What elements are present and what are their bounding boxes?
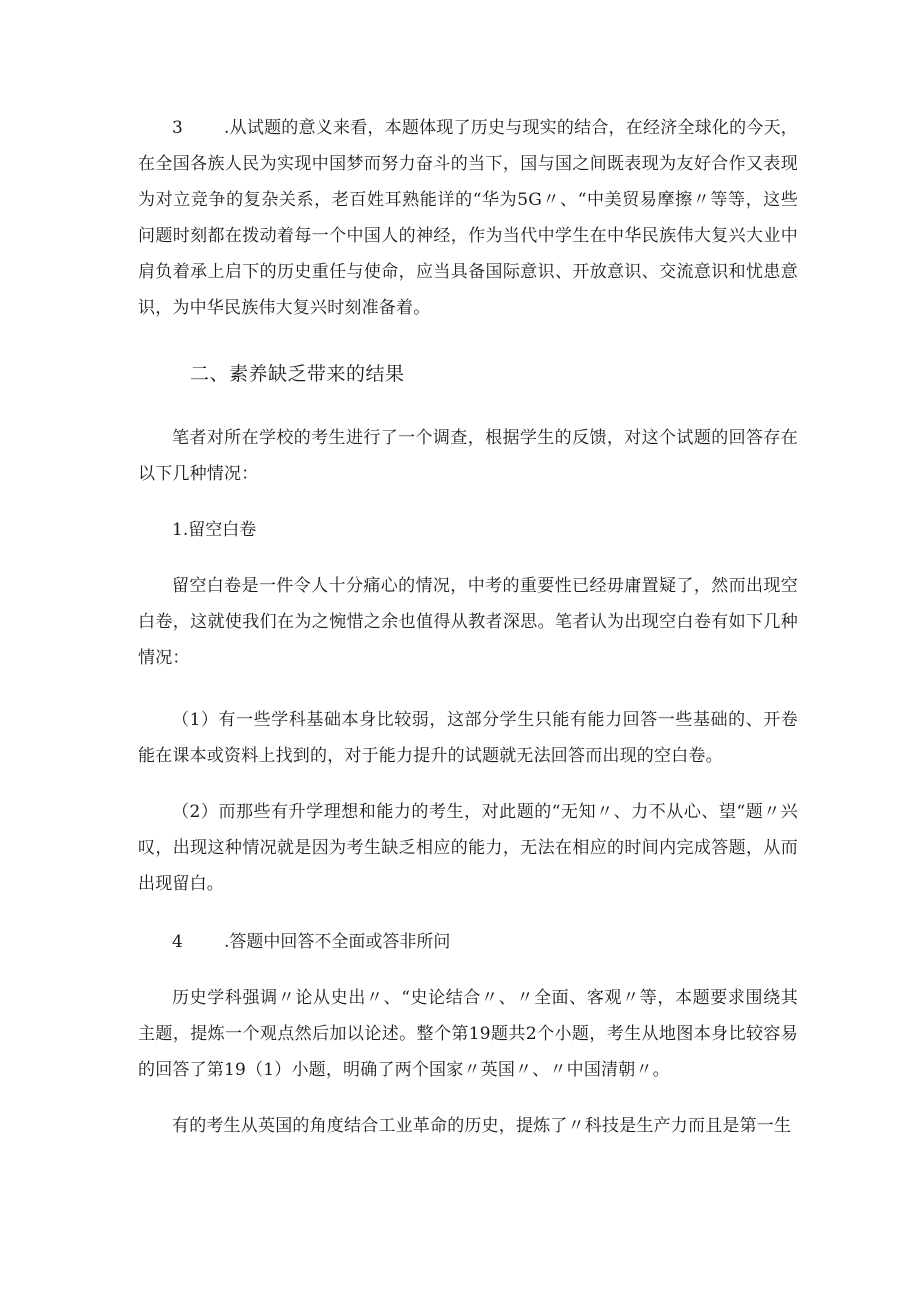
paragraph-case-1: （1）有一些学科基础本身比较弱，这部分学生只能有能力回答一些基础的、开卷能在课本或资料上找到的，对于能力提升的试题就无法回答而出现的空白卷。 [138,710,798,766]
subheading-incomplete-answer [172,924,450,960]
subheading-text: .答题中回答不全面或答非所问 [224,932,451,952]
paragraph-history-emphasis: 历史学科强调〃论从史出〃、“史论结合〃、〃全面、客观〃等，本题要求围绕其主题，提炼一个观点然后加以论述。整个第19题共2个小题，考生从地图本身比较容易的回答了第19（1）小题，明确了两个国家〃英国〃、〃中国清朝〃。 [138,988,798,1080]
paragraph-case-2: （2）而那些有升学理想和能力的考生，对此题的“无知〃、力不从心、望“题〃兴叹，出现这种情况就是因为考生缺乏相应的能力，无法在相应的时间内完成答题，从而出现留白。 [138,802,798,894]
paragraph-significance [138,110,798,326]
section-heading: 二、素养缺乏带来的结果 [190,363,405,385]
paragraph-survey: 笔者对所在学校的考生进行了一个调查，根据学生的反馈，对这个试题的回答存在以下几种情况： [138,428,798,484]
paragraph-text: .从试题的意义来看，本题体现了历史与现实的结合，在经济全球化的今天，在全国各族人民为实现中国梦而努力奋斗的当下，国与国之间既表现为友好合作又表现为对立竞争的复杂关系，老百姓耳熟能详的“华为5G〃、“中美贸易摩擦〃等等，这些问题时刻都在拨动着每一个中国人的神经，作为当代中学生在中华民族伟大复兴大业中肩负着承上启下的历史重任与使命，应当具备国际意识、开放意识、交流意识和忧患意识，为中华民族伟大复兴时刻准备着。 [138,118,798,318]
subheading-blank-paper: 1.留空白卷 [172,520,257,540]
paragraph-number: 3 [172,118,184,138]
subheading-number: 4 [172,932,183,952]
paragraph-blank-paper: 留空白卷是一件令人十分痛心的情况，中考的重要性已经毋庸置疑了，然而出现空白卷，这就使我们在为之惋惜之余也值得从教者深思。笔者认为出现空白卷有如下几种情况： [138,576,798,668]
paragraph-british-perspective: 有的考生从英国的角度结合工业革命的历史，提炼了〃科技是生产力而且是第一生 [172,1116,792,1136]
